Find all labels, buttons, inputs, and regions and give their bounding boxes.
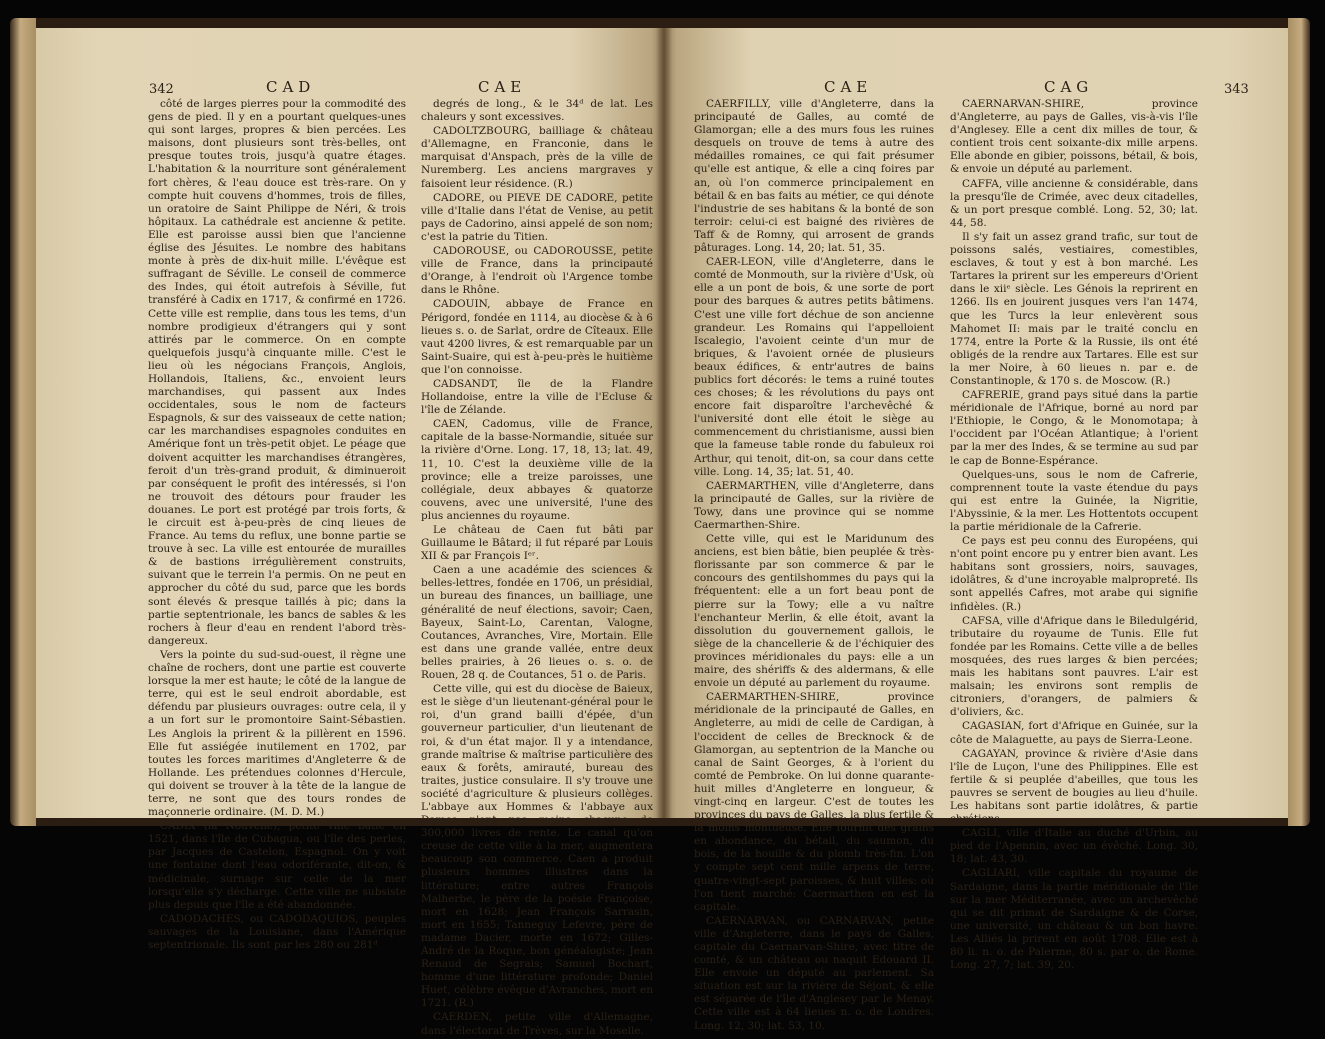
- running-head-right: CAG: [1044, 78, 1094, 96]
- entry-paragraph: CADODACHES, ou CADODAQUIOS, peuples sauvages de la Louisiane, dans l'Amérique septentrionale. Ils sont par les 280 ou 281ᵈ: [148, 912, 406, 951]
- book-gutter: [656, 28, 672, 818]
- entry-paragraph: CADOLTZBOURG, bailliage & château d'Allemagne, en Franconie, dans le marquisat d'Anspach, près de la ville de Nuremberg. Les anciens margraves y faisoient leur résidence. (R.): [421, 125, 653, 190]
- entry-paragraph: CAEN, Cadomus, ville de France, capitale de la basse-Normandie, située sur la rivière d'Orne. Long. 17, 18, 13; lat. 49, 11, 10. C'est la deuxième ville de la province; elle a treize paroisses, une collégiale, deux abbayes & quatorze couvens, avec une université, l'une des plus anciennes du royaume.: [421, 418, 653, 522]
- entry-paragraph: Le château de Caen fut bâti par Guillaume le Bâtard; il fut réparé par Louis XII & par François Iᵉʳ.: [421, 524, 653, 563]
- entry-paragraph: CAERNARVAN, ou CARNARVAN, petite ville d'Angleterre, dans le pays de Galles, capitale du Caernarvan-Shire, avec titre de comté, & un château ou naquit Edouard II. Elle envoie un député au parlement. Sa situation est sur la rivière de Séjont, & elle est séparée de l'île d'Anglesey par le Menay. Cette ville est à 64 lieues n. o. de Londres. Long. 12, 30; lat. 53, 10.: [694, 914, 934, 1032]
- entry-paragraph: CADOUIN, abbaye de France en Périgord, fondée en 1114, au diocèse & à 6 lieues s. o. de Sarlat, ordre de Cîteaux. Elle vaut 4200 livres, & est remarquable par un Saint-Suaire, qui est à-peu-près le huitième que l'on connoisse.: [421, 298, 653, 376]
- text-column-1: [148, 98, 406, 953]
- right-page: [664, 28, 1288, 1032]
- page-number: 342: [149, 82, 174, 97]
- entry-paragraph: CADSANDT, île de la Flandre Hollandoise, entre la ville de l'Ecluse & l'île de Zélande.: [421, 377, 653, 417]
- text-column-2: [421, 98, 653, 1039]
- page-number: 343: [1224, 82, 1249, 97]
- running-head-left: CAD: [266, 78, 316, 96]
- entry-paragraph: CAER-LEON, ville d'Angleterre, dans le comté de Monmouth, sur la rivière d'Usk, où elle a un pont de bois, & une sorte de port pour des barques & autres petits bâtimens. C'est une ville fort déchue de son ancienne grandeur. Les Romains qui l'appelloient Iscalegio, l'avoient ceinte d'un mur de briques, & l'avoient ornée de plusieurs beaux édifices, & entr'autres de bains publics fort décorés: le tems a ruiné toutes ces choses; & les révolutions du pays ont encore fait disparoître l'archevêché & l'université dont elle étoit le siège au commencement du christianisme, aussi bien que la fameuse table ronde du fabuleux roi Arthur, qui tenoit, dit-on, sa cour dans cette ville. Long. 14, 35; lat. 51, 40.: [694, 256, 934, 478]
- running-head-left: CAE: [824, 78, 873, 96]
- entry-paragraph: Cette ville, qui est le Maridunum des anciens, est bien bâtie, bien peuplée & très-florissante par son commerce & par le concours des gentilshommes du pays qui la fréquentent: elle a un fort beau pont de pierre sur la Towy; elle a vu naître l'enchanteur Merlin, & elle étoit, avant la dissolution du gouvernement gallois, le siège de la chancellerie & de l'échiquier des provinces méridionales du pays: elle a un maire, des shériffs & des aldermans, & elle envoie un député au parlement du royaume.: [694, 533, 934, 690]
- entry-paragraph: CAGLI, ville d'Italie au duché d'Urbin, au pied de l'Apennin, avec un évêché. Long. 30, 18; lat. 43, 30.: [950, 827, 1198, 866]
- entry-paragraph: CAERDEN, petite ville d'Allemagne, dans l'électorat de Trèves, sur la Moselle.: [421, 1011, 653, 1037]
- left-page: [36, 28, 664, 1037]
- entry-paragraph: CAERFILLY, ville d'Angleterre, dans la principauté de Galles, au comté de Glamorgan; elle a des murs fous les ruines desquels on trouve de tems à autre des médailles romaines, ce qui fait présumer qu'elle est antique, & elle a cinq foires par an, où l'on commerce principalement en bétail & en bas faits au métier, ce qui dénote l'industrie de ses habitans & la bonté de son terroir: celui-ci est baigné des rivières de Taff & de Romny, qui arrosent de grands pâturages. Long. 14, 20; lat. 51, 35.: [694, 98, 934, 255]
- entry-paragraph: CAERMARTHEN-SHIRE, province méridionale de la principauté de Galles, en Angleterre, au midi de celle de Cardigan, à l'occident de celles de Brecknock & de Glamorgan, au septentrion de la Manche ou canal de Saint Georges, & à l'orient du comté de Pembroke. On lui donne quarante-huit milles d'Angleterre en longueur, & vingt-cinq en largeur. C'est de toutes les provinces du pays de Galles, la plus fertile & la moins montueuse. Elle fournit des grains en abondance, du bétail, du saumon, du bois, de la houille & du plomb très-fin. L'on y compte sept cent mille arpens de terre, quatre-vingt-sept paroisses, & huit villes: où l'on tient marché: Caermarthen en est la capitale.: [694, 691, 934, 913]
- text-column-2: [950, 98, 1198, 973]
- entry-paragraph: degrés de long., & le 34ᵈ de lat. Les chaleurs y sont excessives.: [421, 98, 653, 124]
- entry-paragraph: CAGAYAN, province & rivière d'Asie dans l'île de Luçon, l'une des Philippines. Elle est fertile & si peuplée d'abeilles, que tous les pauvres se servent de bougies au lieu d'huile. Les habitans sont partie idolâtres, & partie chrétiens.: [950, 747, 1198, 826]
- entry-paragraph: CAGASIAN, fort d'Afrique en Guinée, sur la côte de Malaguette, au pays de Sierra-Leone.: [950, 720, 1198, 746]
- text-column-1: [694, 98, 934, 1034]
- running-head-right: CAE: [478, 78, 527, 96]
- open-book: [10, 18, 1310, 1037]
- entry-paragraph: CAFFA, ville ancienne & considérable, dans la presqu'île de Crimée, avec deux citadelles, & un port presque comblé. Long. 52, 30; lat. 44, 58.: [950, 177, 1198, 229]
- entry-paragraph: côté de larges pierres pour la commodité des gens de pied. Il y en a pourtant quelques-unes qui sont larges, propres & bien percées. Les maisons, dont plusieurs sont très-belles, ont presque toutes trois, jusqu'à quatre étages. L'habitation & la nourriture sont généralement fort chères, & l'eau douce est très-rare. On y compte huit couvens d'hommes, trois de filles, un oratoire de Saint Philippe de Néri, & trois hôpitaux. La cathédrale est ancienne & petite. Elle est paroisse aussi bien que l'ancienne église des Jésuites. Le nombre des habitans monte à près de dix-huit mille. L'évêque est suffragant de Séville. Le conseil de commerce des Indes, qui étoit autrefois à Séville, fut transféré à Cadix en 1717, & confirmé en 1726. Cette ville est remplie, dans tous les tems, d'un nombre prodigieux d'étrangers qui y sont attirés par le commerce. On en compte quelquefois jusqu'à cinquante mille. C'est le lieu où les négocians François, Anglois, Hollandois, Italiens, &c., envoient leurs marchandises, qui passent aux Indes occidentales, sous le nom de facteurs Espagnols, & sur des vaisseaux de cette nation; car les marchandises espagnoles conduites en Amérique font un très-petit objet. Le péage que doivent acquitter les marchandises étrangères, feroit d'un très-grand produit, & diminueroit par conséquent le profit des intéressés, si l'on ne trouvoit des détours pour frauder les douanes. Le port est protégé par trois forts, & le circuit est à-peu-près de cinq lieues de France. Au tems du reflux, une bonne partie se trouve à sec. La ville est entourée de murailles & de bastions irrégulièrement construits, suivant que le terrein l'a permis. On ne peut en approcher du côté du sud, parce que les bords sont élevés & presque taillés à pic; dans la partie septentrionale, les bancs de sables & les rochers à fleur d'eau en rendent l'abord très-dangereux.: [148, 98, 406, 647]
- entry-paragraph: Ce pays est peu connu des Européens, qui n'ont point encore pu y entrer bien avant. Les habitans sont grossiers, noirs, sauvages, idolâtres, & d'une incroyable malpropreté. Ils sont appellés Cafres, mot arabe qui signifie infidèles. (R.): [950, 535, 1198, 613]
- entry-paragraph: CAGLIARI, ville capitale du royaume de Sardaigne, dans la partie méridionale de l'île sur la mer Méditerranée, avec un archevêché qui se dit primat de Sardaigne & de Corse, une université, un château & un bon havre. Les Alliés la prirent en août 1708. Elle est à 80 li. n. o. de Palerme, 80 s. par o. de Rome. Long. 27, 7; lat. 39, 20.: [950, 867, 1198, 972]
- entry-paragraph: CAERNARVAN-SHIRE, province d'Angleterre, au pays de Galles, vis-à-vis l'île d'Anglesey. Elle a cent dix milles de tour, & contient trois cent soixante-dix mille arpens. Elle abonde en gibier, poissons, bétail, & bois, & envoie un député au parlement.: [950, 98, 1198, 176]
- entry-paragraph: CADIX (la Nouvelle), petite ville bâtie en 1521, dans l'île de Cubagua, ou l'île des perles, par Jacques de Castelon, Espagnol. On y voit une fontaine dont l'eau odoriférante, dit-on, & médicinale, surnage sur celle de la mer lorsqu'elle s'y décharge. Cette ville ne subsiste plus depuis que l'île a été abandonnée.: [148, 820, 406, 911]
- entry-paragraph: CADOROUSE, ou CADOROUSSE, petite ville de France, dans la principauté d'Orange, à l'endroit où l'Argence tombe dans le Rhône.: [421, 245, 653, 297]
- book-edge-left: [10, 18, 36, 826]
- entry-paragraph: Cette ville, qui est du diocèse de Baieux, est le siège d'un lieutenant-général pour le roi, d'un grand bailli d'épée, d'un gouverneur particulier, d'un lieutenant de roi, & d'un état major. Il y a intendance, grande maîtrise & maîtrise particulière des eaux & forêts, amirauté, bureau des traites, justice consulaire. Il s'y trouve une société d'agriculture & plusieurs collèges. L'abbaye aux Hommes & l'abbaye aux Dames n'ont pas moins chacune de 300,000 livres de rente. Le canal qu'on creuse de cette ville à la mer, augmentera beaucoup son commerce. Caen a produit plusieurs hommes illustres dans la littérature; entre autres François Malherbe, le père de la poésie Françoise, mort en 1628; Jean François Sarrasin, mort en 1655; Tanneguy Lefevre, père de madame Dacier, morte en 1672; Gilles-André de la Roque, bon généalogiste; Jean Renaud de Segrais; Samuel Bochart, homme d'une littérature profonde; Daniel Huet, célèbre évêque d'Avranches, mort en 1721. (R.): [421, 683, 653, 1010]
- entry-paragraph: CAFRERIE, grand pays situé dans la partie méridionale de l'Afrique, borné au nord par l'Ethiopie, le Congo, & le Monomotapa; à l'occident par l'Océan Atlantique; à l'orient par la mer des Indes, & se termine au sud par le cap de Bonne-Espérance.: [950, 389, 1198, 467]
- entry-paragraph: CADORE, ou PIEVE DE CADORE, petite ville d'Italie dans l'état de Venise, au petit pays de Cadorino, ainsi appelé de son nom; c'est la patrie du Titien.: [421, 191, 653, 243]
- entry-paragraph: Caen a une académie des sciences & belles-lettres, fondée en 1706, un présidial, un bureau des finances, un bailliage, une généralité de neuf élections, savoir; Caen, Bayeux, Saint-Lo, Carentan, Valogne, Coutances, Avranches, Vire, Mortain. Elle est dans une grande vallée, entre deux belles prairies, à 26 lieues o. s. o. de Rouen, 28 q. de Coutances, 51 o. de Paris.: [421, 564, 653, 682]
- entry-paragraph: Il s'y fait un assez grand trafic, sur tout de poissons salés, vestiaires, comestibles, esclaves, & tout y est à bon marché. Les Tartares la prirent sur les empereurs d'Orient dans le xiiᵉ siècle. Les Génois la reprirent en 1266. Ils en jouirent jusques vers l'an 1474, que les Turcs la leur enlevèrent sous Mahomet II: mais par le traité conclu en 1774, entre la Porte & la Russie, ils ont été obligés de la rendre aux Tartares. Elle est sur la mer Noire, à 60 lieues n. par e. de Constantinople, & 170 s. de Moscow. (R.): [950, 230, 1198, 387]
- entry-paragraph: Vers la pointe du sud-sud-ouest, il règne une chaîne de rochers, dont une partie est couverte lorsque la mer est haute; le côté de la langue de terre, qui est le seul endroit abordable, est défendu par plusieurs ouvrages: outre cela, il y a un fort sur le promontoire Saint-Sébastien. Les Anglois la prirent & la pillèrent en 1596. Elle fut assiégée inutilement en 1702, par toutes les forces maritimes d'Angleterre & de Hollande. Les prétendues colonnes d'Hercule, qui doivent se trouver à la tête de la langue de terre, ne sont que des tours rondes de maçonnerie ordinaire. (M. D. M.): [148, 648, 406, 819]
- entry-paragraph: CAERMARTHEN, ville d'Angleterre, dans la principauté de Galles, sur la rivière de Towy, dans une province qui se nomme Caermarthen-Shire.: [694, 479, 934, 531]
- book-edge-right: [1288, 18, 1310, 826]
- entry-paragraph: Quelques-uns, sous le nom de Cafrerie, comprennent toute la vaste étendue du pays qui est entre la Guinée, la Nigritie, l'Abyssinie, & la mer. Les Hottentots occupent la partie méridionale de la Cafrerie.: [950, 468, 1198, 533]
- entry-paragraph: CAFSA, ville d'Afrique dans le Biledulgérid, tributaire du royaume de Tunis. Elle fut fondée par les Romains. Cette ville a de belles mosquées, des rues larges & bien percées; mais les habitans sont pauvres. L'air est malsain; les environs sont remplis de citroniers, d'orangers, de palmiers & d'oliviers, &c.: [950, 614, 1198, 719]
